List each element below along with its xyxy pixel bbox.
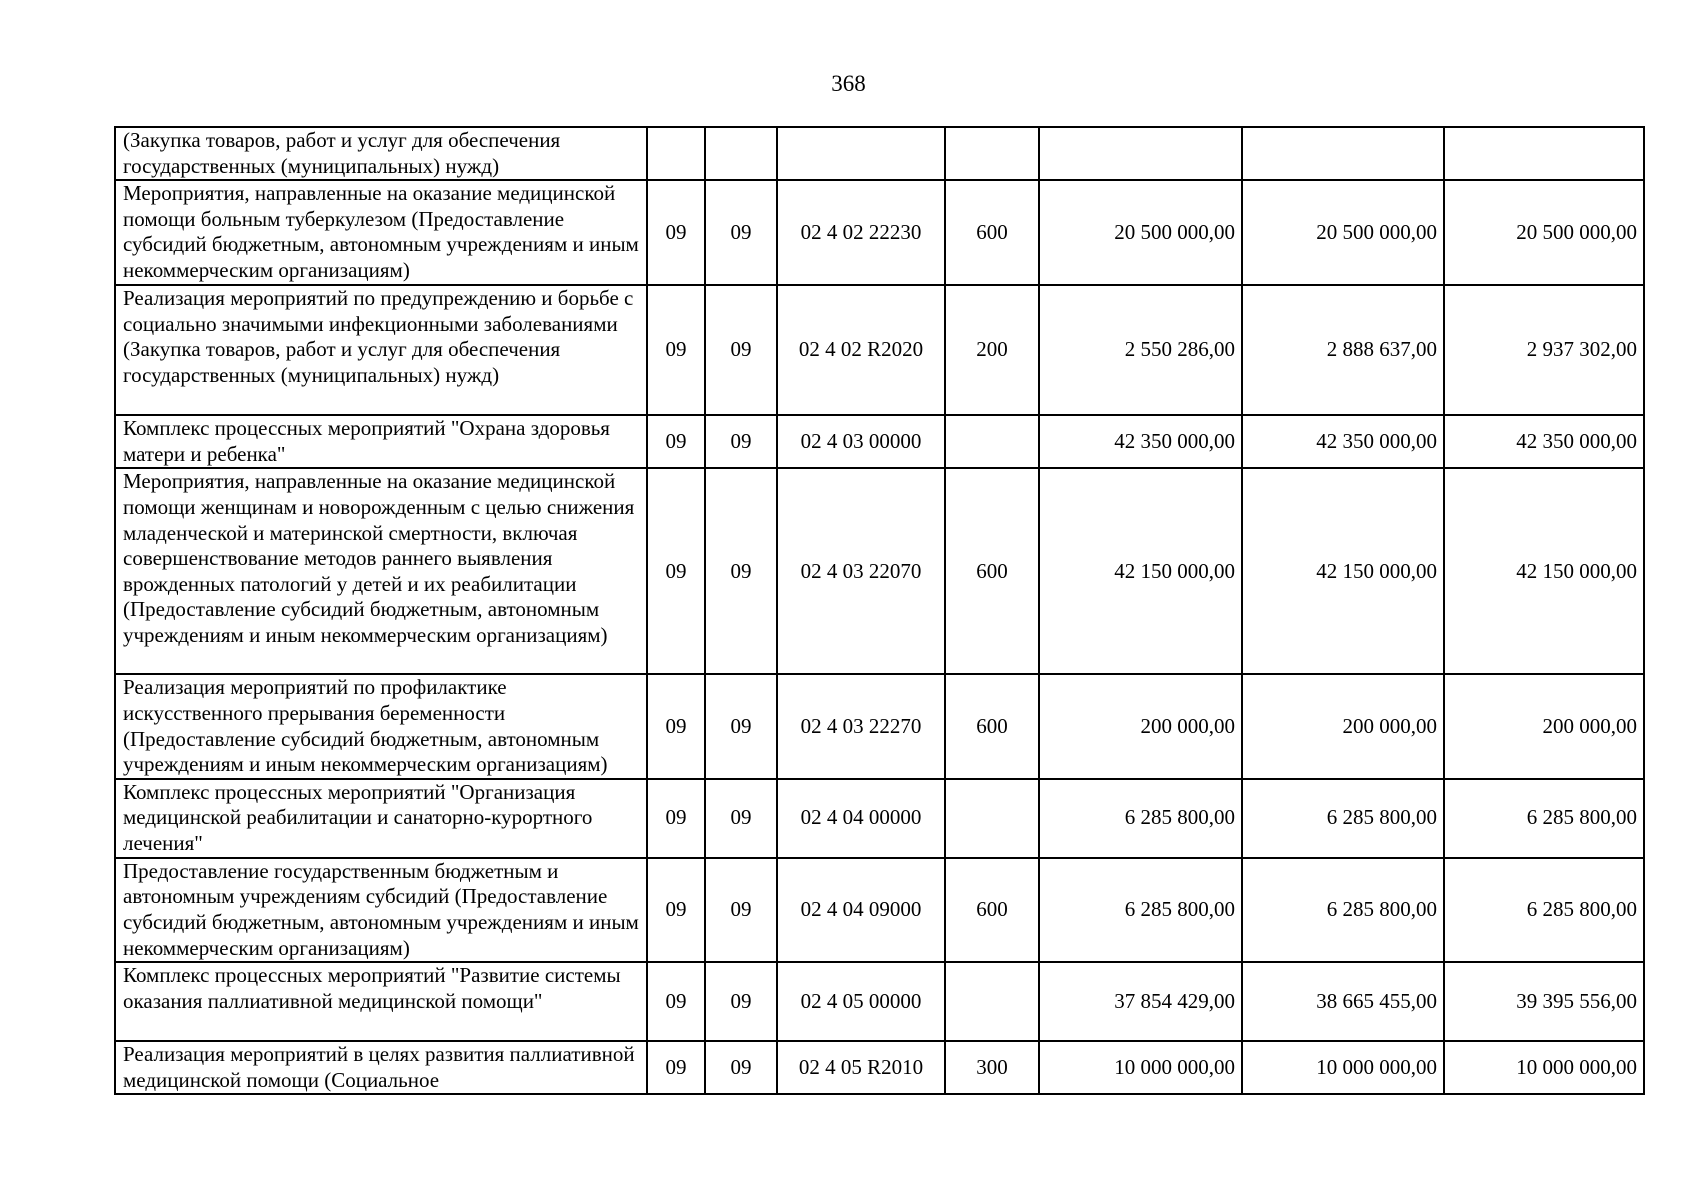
expense-type-cell [945,779,1039,858]
amount-year3-cell: 6 285 800,00 [1444,858,1644,962]
amount-year3-cell: 2 937 302,00 [1444,285,1644,415]
subsection-code-cell: 09 [705,1041,777,1094]
expense-type-cell: 600 [945,858,1039,962]
table-row [115,127,1644,180]
row-name-cell: Реализация мероприятий по профилактике искусственного прерывания беременности (Предоставление субсидий бюджетным, автономным учреждениям и иным некоммерческим организациям) [115,674,647,778]
row-name-cell: Комплекс процессных мероприятий "Организация медицинской реабилитации и санаторно-курортного лечения" [115,779,647,858]
table-row [115,674,1644,778]
section-code-cell: 09 [647,962,705,1041]
subsection-code-cell [705,127,777,180]
table-row [115,285,1644,415]
section-code-cell [647,127,705,180]
expense-type-cell [945,962,1039,1041]
expense-type-cell: 300 [945,1041,1039,1094]
amount-year1-cell: 10 000 000,00 [1039,1041,1242,1094]
section-code-cell: 09 [647,858,705,962]
amount-year2-cell: 6 285 800,00 [1242,779,1444,858]
target-article-cell: 02 4 02 22230 [777,180,945,285]
subsection-code-cell: 09 [705,962,777,1041]
subsection-code-cell: 09 [705,468,777,674]
expense-type-cell: 200 [945,285,1039,415]
subsection-code-cell: 09 [705,779,777,858]
amount-year2-cell: 38 665 455,00 [1242,962,1444,1041]
expense-type-cell: 600 [945,674,1039,778]
expense-type-cell [945,415,1039,468]
target-article-cell: 02 4 03 22070 [777,468,945,674]
amount-year3-cell: 42 150 000,00 [1444,468,1644,674]
subsection-code-cell: 09 [705,674,777,778]
section-code-cell: 09 [647,285,705,415]
amount-year1-cell: 2 550 286,00 [1039,285,1242,415]
expense-type-cell [945,127,1039,180]
amount-year1-cell [1039,127,1242,180]
row-name-cell: Предоставление государственным бюджетным и автономным учреждениям субсидий (Предоставление субсидий бюджетным, автономным учреждениям и иным некоммерческим организациям) [115,858,647,962]
subsection-code-cell: 09 [705,858,777,962]
target-article-cell [777,127,945,180]
amount-year2-cell: 10 000 000,00 [1242,1041,1444,1094]
section-code-cell: 09 [647,415,705,468]
target-article-cell: 02 4 05 R2010 [777,1041,945,1094]
amount-year1-cell: 6 285 800,00 [1039,858,1242,962]
amount-year3-cell [1444,127,1644,180]
section-code-cell: 09 [647,779,705,858]
subsection-code-cell: 09 [705,285,777,415]
amount-year1-cell: 20 500 000,00 [1039,180,1242,285]
section-code-cell: 09 [647,674,705,778]
row-name-cell: Комплекс процессных мероприятий "Развитие системы оказания паллиативной медицинской помощи" [115,962,647,1041]
section-code-cell: 09 [647,180,705,285]
amount-year1-cell: 42 350 000,00 [1039,415,1242,468]
amount-year1-cell: 200 000,00 [1039,674,1242,778]
expense-type-cell: 600 [945,180,1039,285]
table-row [115,779,1644,858]
subsection-code-cell: 09 [705,415,777,468]
target-article-cell: 02 4 04 09000 [777,858,945,962]
row-name-cell: Мероприятия, направленные на оказание медицинской помощи больным туберкулезом (Предоставление субсидий бюджетным, автономным учреждениям и иным некоммерческим организациям) [115,180,647,285]
target-article-cell: 02 4 02 R2020 [777,285,945,415]
target-article-cell: 02 4 03 22270 [777,674,945,778]
amount-year2-cell: 200 000,00 [1242,674,1444,778]
amount-year1-cell: 42 150 000,00 [1039,468,1242,674]
row-name-cell: (Закупка товаров, работ и услуг для обеспечения государственных (муниципальных) нужд) [115,127,647,180]
amount-year1-cell: 37 854 429,00 [1039,962,1242,1041]
row-name-cell: Реализация мероприятий в целях развития паллиативной медицинской помощи (Социальное [115,1041,647,1094]
amount-year3-cell: 6 285 800,00 [1444,779,1644,858]
amount-year3-cell: 42 350 000,00 [1444,415,1644,468]
amount-year2-cell [1242,127,1444,180]
table-row [115,180,1644,285]
budget-table [114,126,1645,1095]
section-code-cell: 09 [647,1041,705,1094]
table-row [115,415,1644,468]
amount-year2-cell: 42 150 000,00 [1242,468,1444,674]
target-article-cell: 02 4 03 00000 [777,415,945,468]
page-number: 368 [831,71,866,96]
subsection-code-cell: 09 [705,180,777,285]
amount-year3-cell: 20 500 000,00 [1444,180,1644,285]
amount-year2-cell: 6 285 800,00 [1242,858,1444,962]
section-code-cell: 09 [647,468,705,674]
amount-year1-cell: 6 285 800,00 [1039,779,1242,858]
target-article-cell: 02 4 05 00000 [777,962,945,1041]
table-row [115,468,1644,674]
table-row [115,858,1644,962]
amount-year2-cell: 20 500 000,00 [1242,180,1444,285]
amount-year2-cell: 42 350 000,00 [1242,415,1444,468]
table-row [115,1041,1644,1094]
amount-year2-cell: 2 888 637,00 [1242,285,1444,415]
row-name-cell: Комплекс процессных мероприятий "Охрана здоровья матери и ребенка" [115,415,647,468]
row-name-cell: Мероприятия, направленные на оказание медицинской помощи женщинам и новорожденным с целью снижения младенческой и материнской смертности, включая совершенствование методов раннего выявления врожденных патологий у детей и их реабилитации (Предоставление субсидий бюджетным, автономным учреждениям и иным некоммерческим организациям) [115,468,647,674]
amount-year3-cell: 39 395 556,00 [1444,962,1644,1041]
table-row [115,962,1644,1041]
amount-year3-cell: 200 000,00 [1444,674,1644,778]
expense-type-cell: 600 [945,468,1039,674]
row-name-cell: Реализация мероприятий по предупреждению и борьбе с социально значимыми инфекционными заболеваниями (Закупка товаров, работ и услуг для обеспечения государственных (муниципальных) нужд) [115,285,647,415]
budget-table-body [115,127,1644,1094]
amount-year3-cell: 10 000 000,00 [1444,1041,1644,1094]
target-article-cell: 02 4 04 00000 [777,779,945,858]
